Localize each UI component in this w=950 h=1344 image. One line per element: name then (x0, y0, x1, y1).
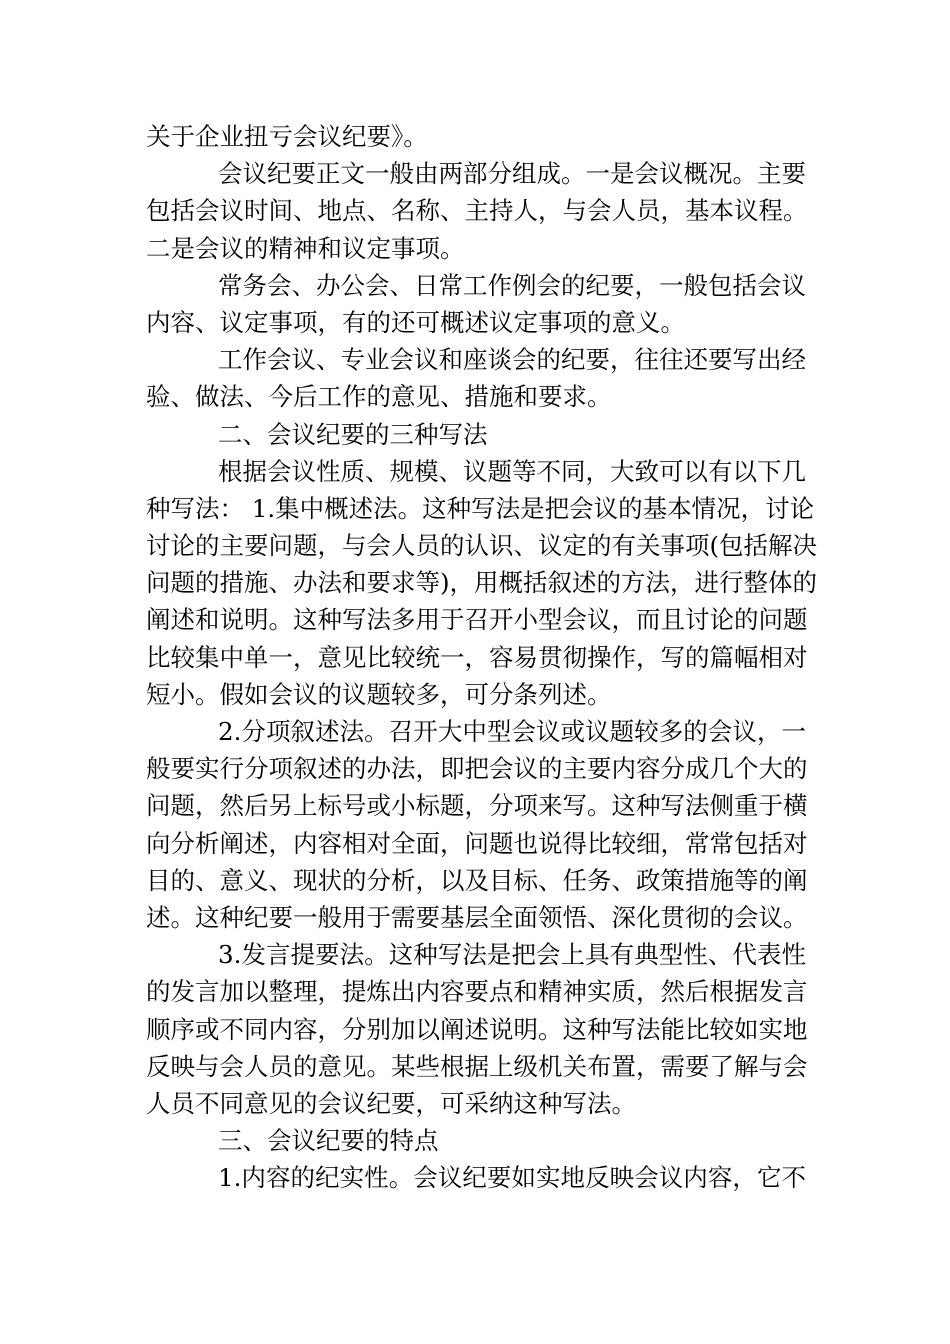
text-line: 般要实行分项叙述的办法，即把会议的主要内容分成几个大的 (146, 754, 808, 784)
text-line: 关于企业扭亏会议纪要》。 (146, 122, 428, 151)
text-line: 反映与会人员的意见。某些根据上级机关布置，需要了解与会 (146, 1051, 808, 1081)
text-line: 讨论的主要问题，与会人员的认识、议定的有关事项(包括解决 (146, 531, 818, 561)
text-line: 目的、意义、现状的分析，以及目标、任务、政策措施等的阐 (146, 865, 808, 895)
text-line: 顺序或不同内容，分别加以阐述说明。这种写法能比较如实地 (146, 1014, 808, 1044)
text-line: 根据会议性质、规模、议题等不同，大致可以有以下几 (218, 456, 806, 486)
text-line: 内容、议定事项，有的还可概述议定事项的意义。 (146, 307, 685, 337)
text-line: 向分析阐述，内容相对全面，问题也说得比较细，常常包括对 (146, 828, 808, 858)
text-line: 比较集中单一，意见比较统一，容易贯彻操作，写的篇幅相对 (146, 642, 808, 672)
text-line: 二、会议纪要的三种写法 (218, 419, 488, 449)
text-line: 包括会议时间、地点、名称、主持人，与会人员，基本议程。 (146, 196, 808, 226)
text-line: 3.发言提要法。这种写法是把会上具有典型性、代表性 (218, 940, 806, 970)
text-line: 述。这种纪要一般用于需要基层全面领悟、深化贯彻的会议。 (146, 902, 808, 932)
text-line: 验、做法、今后工作的意见、措施和要求。 (146, 382, 612, 412)
text-line: 会议纪要正文一般由两部分组成。一是会议概况。主要 (218, 159, 806, 189)
text-line: 常务会、办公会、日常工作例会的纪要，一般包括会议 (218, 270, 806, 300)
text-line: 人员不同意见的会议纪要，可采纳这种写法。 (146, 1088, 636, 1118)
text-line: 种写法： 1.集中概述法。这种写法是把会议的基本情况，讨论 (146, 493, 815, 523)
text-line: 问题，然后另上标号或小标题，分项来写。这种写法侧重于横 (146, 791, 808, 821)
text-line: 的发言加以整理，提炼出内容要点和精神实质，然后根据发言 (146, 977, 808, 1007)
text-line: 2.分项叙述法。召开大中型会议或议题较多的会议，一 (218, 717, 806, 746)
text-line: 阐述和说明。这种写法多用于召开小型会议，而且讨论的问题 (146, 605, 808, 635)
text-line: 二是会议的精神和议定事项。 (146, 233, 465, 263)
text-line: 1.内容的纪实性。会议纪要如实地反映会议内容，它不 (218, 1163, 806, 1193)
text-line: 工作会议、专业会议和座谈会的纪要，往往还要写出经 (218, 345, 806, 375)
text-line: 短小。假如会议的议题较多，可分条列述。 (146, 679, 612, 709)
text-line: 问题的措施、办法和要求等)，用概括叙述的方法，进行整体的 (146, 568, 818, 598)
text-line: 三、会议纪要的特点 (218, 1126, 439, 1156)
document-body (146, 118, 818, 1196)
